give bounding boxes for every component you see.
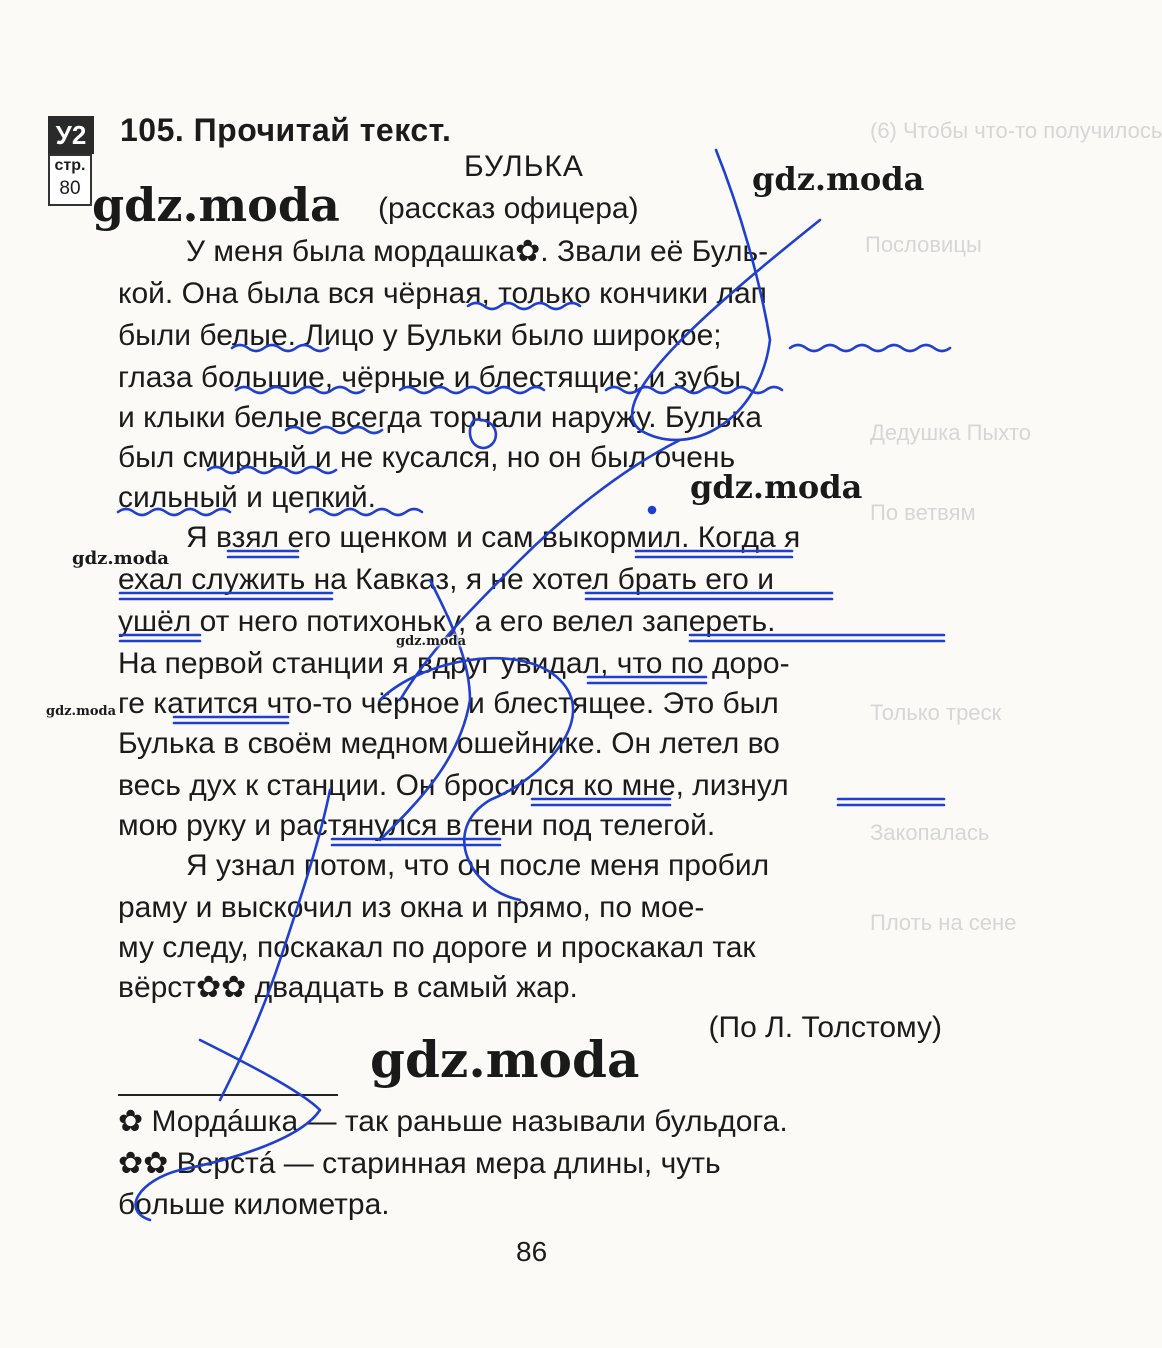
- task-title: 105. Прочитай текст.: [120, 112, 452, 148]
- story-line: ге катится что-то чёрное и блестящее. Это был: [118, 687, 779, 720]
- story-line: ехал служить на Кавказ, я не хотел брать его и: [118, 563, 774, 596]
- story-line: весь дух к станции. Он бросился ко мне, лизнул: [118, 769, 789, 802]
- footnote-1: ✿ Мордáшка — так раньше называли бульдога.: [118, 1105, 788, 1138]
- watermark: gdz.moda: [46, 704, 117, 719]
- watermark: gdz.moda: [752, 160, 925, 198]
- page-number: 86: [516, 1236, 548, 1267]
- bleed-through-text: Дедушка Пыхто: [870, 420, 1032, 445]
- story-line: кой. Она была вся чёрная, только кончики лап: [118, 277, 767, 310]
- wavy-underline: [790, 345, 950, 351]
- page-reference-label: стр.: [54, 157, 86, 174]
- page-reference-badge: [48, 154, 92, 206]
- story-line: вёрст✿✿ двадцать в самый жар.: [118, 971, 578, 1004]
- bleed-through-text: По ветвям: [870, 500, 976, 525]
- story-line: ушёл от него потихоньку, а его велел запереть.: [118, 605, 776, 638]
- footnote-2-continued: больше километра.: [118, 1188, 390, 1221]
- watermark: gdz.moda: [396, 634, 467, 649]
- story-line: Я взял его щенком и сам выкормил. Когда я: [186, 521, 801, 554]
- story-line: был смирный и не кусался, но он был очень: [118, 441, 736, 474]
- footnote-2: ✿✿ Верстá — старинная мера длины, чуть: [118, 1147, 721, 1180]
- watermark: gdz.moda: [370, 1030, 640, 1089]
- story-line: глаза большие, чёрные и блестящие; и зубы: [118, 361, 742, 394]
- story-line: и клыки белые всегда торчали наружу. Булька: [118, 401, 762, 434]
- story-line: Я узнал потом, что он после меня пробил: [186, 849, 770, 882]
- bleed-through-text: Пословицы: [865, 232, 982, 257]
- story-line: сильный и цепкий.: [118, 481, 376, 514]
- story-line: раму и выскочил из окна и прямо, по мое-: [118, 891, 705, 924]
- page-reference-number: 80: [59, 178, 81, 199]
- story-line: У меня была мордашка✿. Звали её Буль-: [186, 235, 769, 268]
- bleed-through-text: Только треск: [870, 700, 1002, 725]
- story-subtitle: (рассказ офицера): [378, 192, 639, 225]
- bleed-through-text: Плоть на сене: [870, 910, 1017, 935]
- pen-dot: [649, 507, 655, 513]
- watermark: gdz.moda: [690, 468, 863, 506]
- story-line: мою руку и растянулся в тени под телегой.: [118, 809, 716, 842]
- story-author: (По Л. Толстому): [708, 1011, 942, 1044]
- footnote-separator: [118, 1094, 338, 1096]
- story-title: БУЛЬКА: [464, 150, 584, 183]
- story-line: были белые. Лицо у Бульки было широкое;: [118, 319, 722, 352]
- story-line: Булька в своём медном ошейнике. Он летел во: [118, 727, 780, 760]
- bleed-through-text: (6) Чтобы что-то получилось: [870, 118, 1162, 143]
- watermark: gdz.moda: [72, 548, 169, 569]
- bleed-through-text: Закопалась: [870, 820, 990, 845]
- story-line: На первой станции я вдруг увидал, что по доро-: [118, 647, 790, 680]
- watermark: gdz.moda: [92, 178, 340, 232]
- section-badge: У2: [48, 116, 94, 154]
- story-line: му следу, поскакал по дороге и проскакал так: [118, 931, 756, 964]
